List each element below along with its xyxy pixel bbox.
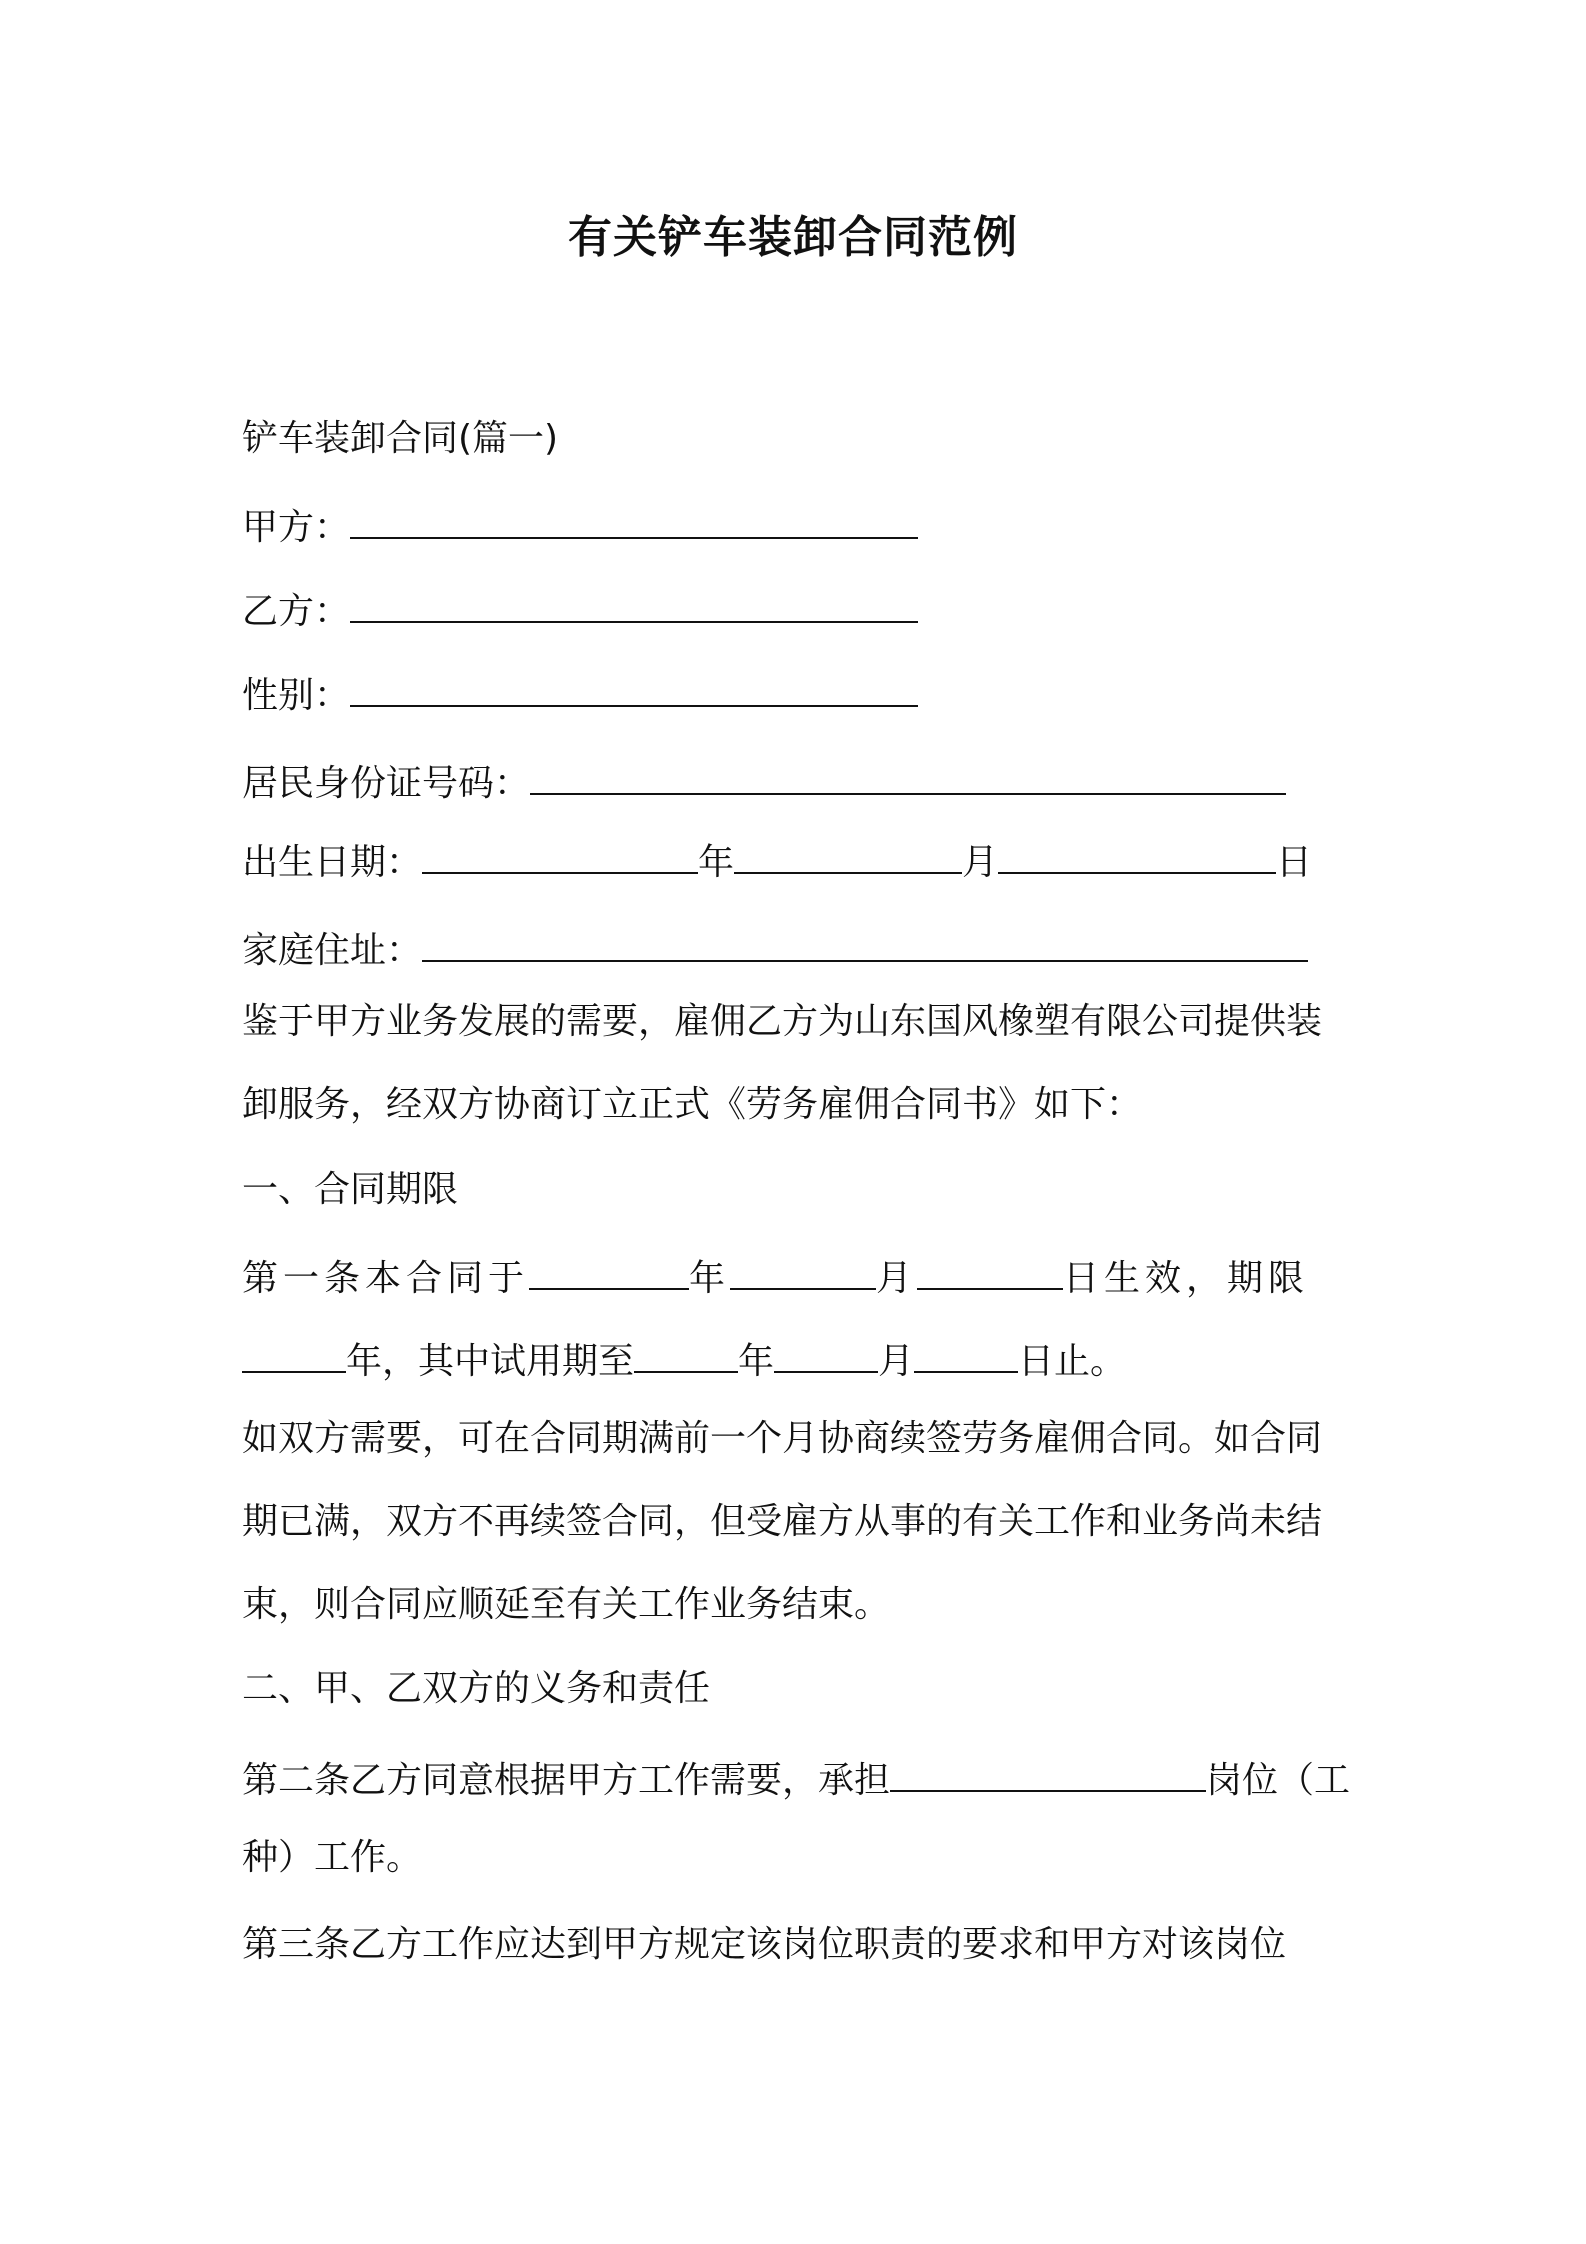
article-2-text-b: 岗位（工 xyxy=(1206,1760,1351,1801)
renewal-line-2: 期已满，双方不再续签合同，但受雇方从事的有关工作和业务尚未结 xyxy=(242,1501,1323,1542)
article-2-line-2: 种）工作。 xyxy=(242,1837,423,1878)
id-number-line xyxy=(242,753,1286,809)
article-1-line-2 xyxy=(242,1331,1126,1387)
article-3-line-1: 第三条乙方工作应达到甲方规定该岗位职责的要求和甲方对该岗位 xyxy=(242,1924,1287,1965)
document-title: 有关铲车装卸合同范例 xyxy=(568,212,1018,263)
effective-month-blank xyxy=(730,1248,876,1290)
party-a-label: 甲方： xyxy=(242,507,351,548)
birth-year-blank xyxy=(422,832,698,874)
gender-blank xyxy=(350,665,918,707)
article-1-line-1 xyxy=(242,1248,1309,1304)
article-1-text-e: 年，其中试用期至 xyxy=(346,1341,635,1382)
effective-year-blank xyxy=(529,1248,689,1290)
birth-month-label: 月 xyxy=(962,842,999,883)
birth-day-label: 日 xyxy=(1276,842,1313,883)
id-number-label: 居民身份证号码： xyxy=(242,763,531,804)
probation-day-blank xyxy=(914,1331,1018,1373)
birth-day-blank xyxy=(998,832,1276,874)
party-a-line xyxy=(242,497,918,553)
position-blank xyxy=(890,1750,1206,1792)
birth-label: 出生日期： xyxy=(242,842,423,883)
party-b-blank xyxy=(350,581,918,623)
term-years-blank xyxy=(242,1331,346,1373)
article-1-text-a: 第一条本合同于 xyxy=(242,1258,530,1299)
article-1-text-f: 年 xyxy=(738,1341,775,1382)
birth-month-blank xyxy=(734,832,962,874)
article-2-line-1 xyxy=(242,1750,1350,1806)
probation-year-blank xyxy=(634,1331,738,1373)
address-line xyxy=(242,920,1308,976)
intro-line-1: 鉴于甲方业务发展的需要，雇佣乙方为山东国风橡塑有限公司提供装 xyxy=(242,1001,1323,1042)
contract-subtitle: 铲车装卸合同(篇一) xyxy=(242,418,559,459)
section-1-heading: 一、合同期限 xyxy=(242,1169,459,1210)
article-1-text-h: 日止。 xyxy=(1018,1341,1127,1382)
renewal-line-1: 如双方需要，可在合同期满前一个月协商续签劳务雇佣合同。如合同 xyxy=(242,1418,1323,1459)
article-1-text-d: 日生效，期限 xyxy=(1063,1258,1310,1299)
article-1-text-c: 月 xyxy=(876,1258,918,1299)
party-b-label: 乙方： xyxy=(242,591,351,632)
article-1-text-b: 年 xyxy=(689,1258,731,1299)
id-number-blank xyxy=(530,753,1286,795)
birth-year-label: 年 xyxy=(698,842,735,883)
intro-line-2: 卸服务，经双方协商订立正式《劳务雇佣合同书》如下： xyxy=(242,1084,1143,1125)
party-a-blank xyxy=(350,497,918,539)
birth-date-line xyxy=(242,832,1312,888)
section-2-heading: 二、甲、乙双方的义务和责任 xyxy=(242,1668,711,1709)
gender-label: 性别： xyxy=(242,675,351,716)
renewal-line-3: 束，则合同应顺延至有关工作业务结束。 xyxy=(242,1584,891,1625)
address-label: 家庭住址： xyxy=(242,930,423,971)
article-1-text-g: 月 xyxy=(878,1341,915,1382)
article-2-text-a: 第二条乙方同意根据甲方工作需要，承担 xyxy=(242,1760,891,1801)
party-b-line xyxy=(242,581,918,637)
effective-day-blank xyxy=(917,1248,1063,1290)
address-blank xyxy=(422,920,1308,962)
gender-line xyxy=(242,665,918,721)
probation-month-blank xyxy=(774,1331,878,1373)
